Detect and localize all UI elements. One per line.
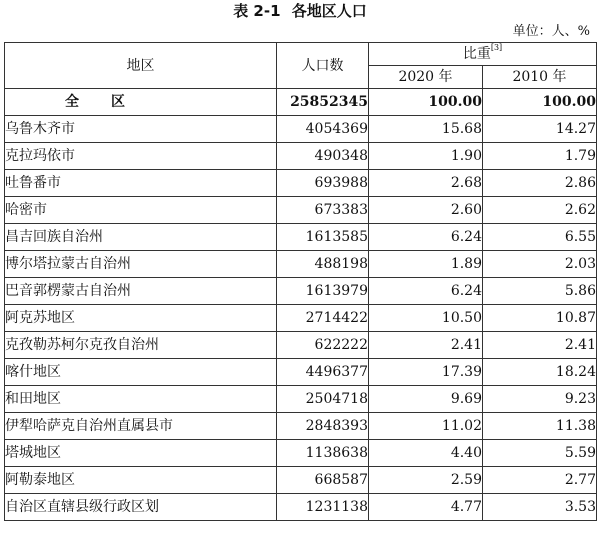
share-2010-cell: 2.62 — [483, 197, 597, 224]
share-2020-cell: 1.90 — [369, 143, 483, 170]
table-title-text: 各地区人口 — [291, 2, 367, 20]
region-cell: 塔城地区 — [5, 440, 277, 467]
share-2010-cell: 3.53 — [483, 494, 597, 521]
table-number: 表 2-1 — [233, 2, 281, 20]
header-population: 人口数 — [277, 43, 369, 89]
population-cell: 673383 — [277, 197, 369, 224]
share-2010-cell: 9.23 — [483, 386, 597, 413]
table-title — [0, 0, 600, 22]
header-share-note: [3] — [490, 43, 503, 52]
share-2010-cell: 5.86 — [483, 278, 597, 305]
share-2010-cell: 2.86 — [483, 170, 597, 197]
share-2010-cell: 2.03 — [483, 251, 597, 278]
table-row — [5, 251, 597, 278]
share-2010-cell: 2.41 — [483, 332, 597, 359]
table-row — [5, 116, 597, 143]
share-2020-cell: 4.77 — [369, 494, 483, 521]
share-2020-cell: 2.68 — [369, 170, 483, 197]
total-share-2020: 100.00 — [369, 89, 483, 116]
share-2020-cell: 10.50 — [369, 305, 483, 332]
table-row — [5, 494, 597, 521]
population-cell: 693988 — [277, 170, 369, 197]
total-share-2010: 100.00 — [483, 89, 597, 116]
header-year-2020: 2020 年 — [369, 66, 483, 89]
share-2010-cell: 14.27 — [483, 116, 597, 143]
population-table — [4, 42, 597, 521]
total-row — [5, 89, 597, 116]
population-cell: 668587 — [277, 467, 369, 494]
population-cell: 622222 — [277, 332, 369, 359]
region-cell: 喀什地区 — [5, 359, 277, 386]
share-2020-cell: 9.69 — [369, 386, 483, 413]
share-2020-cell: 1.89 — [369, 251, 483, 278]
region-cell: 克孜勒苏柯尔克孜自治州 — [5, 332, 277, 359]
population-cell: 4496377 — [277, 359, 369, 386]
population-cell: 4054369 — [277, 116, 369, 143]
header-region: 地区 — [5, 43, 277, 89]
population-cell: 2848393 — [277, 413, 369, 440]
population-cell: 1613979 — [277, 278, 369, 305]
region-cell: 哈密市 — [5, 197, 277, 224]
region-cell: 博尔塔拉蒙古自治州 — [5, 251, 277, 278]
table-row — [5, 143, 597, 170]
header-share — [369, 43, 597, 66]
total-population: 25852345 — [277, 89, 369, 116]
share-2020-cell: 6.24 — [369, 224, 483, 251]
table-row — [5, 386, 597, 413]
region-cell: 阿勒泰地区 — [5, 467, 277, 494]
region-cell: 吐鲁番市 — [5, 170, 277, 197]
population-cell: 1613585 — [277, 224, 369, 251]
share-2010-cell: 2.77 — [483, 467, 597, 494]
population-cell: 1231138 — [277, 494, 369, 521]
share-2020-cell: 11.02 — [369, 413, 483, 440]
share-2020-cell: 4.40 — [369, 440, 483, 467]
unit-label: 单位：人、% — [512, 24, 590, 39]
region-cell: 巴音郭楞蒙古自治州 — [5, 278, 277, 305]
total-region-b: 区 — [111, 94, 125, 110]
share-2010-cell: 18.24 — [483, 359, 597, 386]
region-cell: 昌吉回族自治州 — [5, 224, 277, 251]
population-cell: 2504718 — [277, 386, 369, 413]
table-row — [5, 170, 597, 197]
region-cell: 自治区直辖县级行政区划 — [5, 494, 277, 521]
table-row — [5, 224, 597, 251]
region-cell: 和田地区 — [5, 386, 277, 413]
table-row — [5, 332, 597, 359]
table-row — [5, 440, 597, 467]
share-2010-cell: 11.38 — [483, 413, 597, 440]
total-region — [5, 89, 277, 116]
table-row — [5, 467, 597, 494]
population-cell: 490348 — [277, 143, 369, 170]
table-row — [5, 413, 597, 440]
share-2020-cell: 6.24 — [369, 278, 483, 305]
table-row — [5, 359, 597, 386]
share-2010-cell: 5.59 — [483, 440, 597, 467]
table-row — [5, 197, 597, 224]
population-cell: 2714422 — [277, 305, 369, 332]
table-row — [5, 278, 597, 305]
share-2020-cell: 2.59 — [369, 467, 483, 494]
total-region-a: 全 — [65, 94, 79, 110]
header-share-label: 比重 — [462, 46, 491, 62]
share-2010-cell: 1.79 — [483, 143, 597, 170]
share-2020-cell: 15.68 — [369, 116, 483, 143]
region-cell: 克拉玛依市 — [5, 143, 277, 170]
population-cell: 488198 — [277, 251, 369, 278]
share-2020-cell: 2.60 — [369, 197, 483, 224]
header-year-2010: 2010 年 — [483, 66, 597, 89]
share-2020-cell: 17.39 — [369, 359, 483, 386]
region-cell: 伊犁哈萨克自治州直属县市 — [5, 413, 277, 440]
share-2010-cell: 6.55 — [483, 224, 597, 251]
table-row — [5, 305, 597, 332]
share-2010-cell: 10.87 — [483, 305, 597, 332]
region-cell: 阿克苏地区 — [5, 305, 277, 332]
population-cell: 1138638 — [277, 440, 369, 467]
share-2020-cell: 2.41 — [369, 332, 483, 359]
region-cell: 乌鲁木齐市 — [5, 116, 277, 143]
